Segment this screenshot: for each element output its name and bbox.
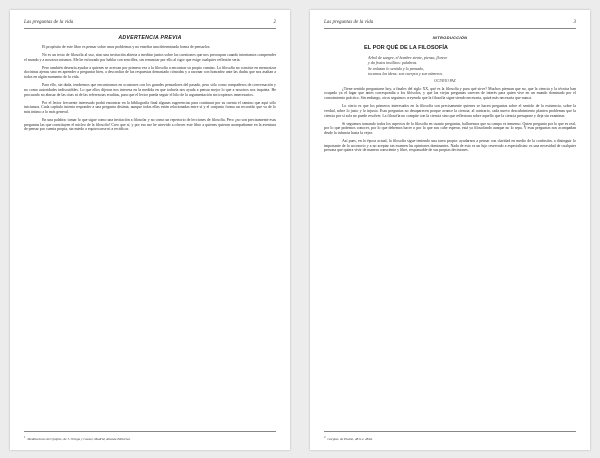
running-title: Las preguntas de la vida <box>24 20 74 25</box>
epigraph-line: y da frutos insólitos: palabras. <box>368 60 418 66</box>
running-title: Las preguntas de la vida <box>324 20 374 25</box>
running-head-right <box>324 20 576 29</box>
epigraph <box>368 55 576 77</box>
section-heading: ADVERTENCIA PREVIA <box>118 35 182 41</box>
paragraph: Así pues, en la época actual, la filosofía sigue teniendo una tarea propia: ayudarnos a pensar con claridad en medio de la confusión, a distinguir lo importante de lo accesorio y a no aceptar sin examen las opiniones dominantes. Nada de esto es un lujo reservado a especialistas: es una necesidad de cualquier persona que quiera vivir de manera consciente y libre, responsable de sus propias decisiones. <box>324 138 576 153</box>
footnote-mark: 2 <box>324 434 326 439</box>
running-head-left <box>24 20 276 29</box>
paragraph: Lo cierto es que los primeros interesados en la filosofía son precisamente quienes se hacen preguntas sobre el sentido de la existencia, sobre la verdad, sobre lo justo y lo injusto. Esas preguntas no desaparecen porque avance la ciencia; al contrario, cada nuevo descubrimiento plantea problemas que la ciencia por sí sola no puede resolver. La filosofía no compite con la ciencia sino que reflexiona sobre aquello que la ciencia presupone y deja sin examinar. <box>324 104 576 118</box>
paragraph: Por el lector frecuente interesado podrá encontrar en la bibliografía final algunas sugerencias para continuar por su cuenta el camino que aquí sólo iniciamos. Cada capítulo intenta responder a una pregunta distinta, aunque todas ellas están relacionadas entre sí y el conjunto forma un recorrido que va de lo más íntimo a lo más general. <box>24 100 276 114</box>
footnote <box>24 431 276 441</box>
chapter-title: EL POR QUÉ DE LA FILOSOFÍA <box>364 45 448 51</box>
page-number: 3 <box>573 20 576 25</box>
paragraph: Si seguimos tomando todos los aspectos de la filosofía en cuanto preguntas, hallaremos que su campo es inmenso. Quien pregunta por lo que es real, por lo que podemos conocer, por lo que debemos hacer o por lo que nos cabe esperar, está ya filosofando aunque no lo sepa. Y esas preguntas nos acompañan desde la infancia hasta la vejez. <box>324 121 576 135</box>
paragraph: ¿Tiene sentido preguntarse hoy, a finales del siglo XX, qué es la filosofía y para qué sirve? Muchos piensan que no, que la ciencia y la técnica han ocupado ya el lugar que antes correspondía a los filósofos, y que las viejas preguntas carecen de interés para quien vive en un mundo dominado por el conocimiento práctico. Sin embargo, otros seguimos creyendo que la filosofía sigue siendo necesaria, quizá más necesaria que nunca. <box>324 86 576 101</box>
left-page <box>10 10 290 450</box>
paragraph: Pero también desearía ayudar a quienes se acercan por primera vez a la filosofía a encontrar su propio camino. La filosofía no consiste en memorizar doctrinas ajenas sino en aprender a preguntar bien, a desconfiar de las respuestas demasiado cómodas y a razonar con honradez ante las dudas que nos asaltan a todos en algún momento de la vida. <box>24 65 276 80</box>
page-number: 2 <box>273 20 276 25</box>
introduction-label: INTRODUCCIÓN <box>432 35 468 40</box>
footnote <box>324 431 576 441</box>
footnote-mark: 1 <box>24 434 26 439</box>
footnote-text: Gorgias, de Platón, 481c-e 484d. <box>327 437 373 441</box>
right-page <box>310 10 590 450</box>
paragraph: En una palabra: tomar lo que sigue como una invitación a filosofar y no como un repertorio de lecciones de filosofía. Pero ¿no son precisamente esas preguntas las que constituyen el núcleo de la filosofía? Creo que sí, y por eso me he atrevido a ofrecer este libro a quienes quieran acompañarme en la aventura de pensar por cuenta propia, sin miedo a equivocarse ni a rectificar. <box>24 117 276 132</box>
paragraph: No es un texto de filosofía al uso, sino una invitación abierta a meditar juntos sobre las cuestiones que nos preocupan cuando intentamos comprender el mundo y a nosotros mismos. Me he esforzado por hablar con sencillez, sin renunciar por ello al rigor que exige cualquier reflexión seria. <box>24 52 276 62</box>
paragraph: Para ello, sin duda, tendremos que encontrarnos en ocasiones con los grandes pensadores del pasado, pero sólo como compañeros de conversación y no como autoridades indiscutibles. Lo que ellos dijeron nos interesa en la medida en que todavía nos ayuda a pensar mejor lo que a nosotros nos inquieta. He procurado no abusar de las citas ni de las referencias eruditas, para que el lector pueda seguir el hilo de la argumentación sin tropiezos innecesarios. <box>24 83 276 97</box>
paragraph: El propósito de este libro es pensar sobre unos problemas y no enseñar una determinada forma de pensarlos. <box>42 45 211 49</box>
footnote-text: Meditaciones del Quijote, de J. Ortega y Gasset, Madrid, Alianza Editorial. <box>27 437 131 441</box>
epigraph-line: Arbol de sangre, el hombre siente, piensa, florece <box>368 55 448 60</box>
epigraph-line: Se enlazan lo sentido y lo pensado, <box>368 65 425 71</box>
epigraph-source: OCTAVIO PAZ <box>434 78 456 83</box>
epigraph-line: tocamos las ideas: son cuerpos y son números. <box>368 71 443 77</box>
